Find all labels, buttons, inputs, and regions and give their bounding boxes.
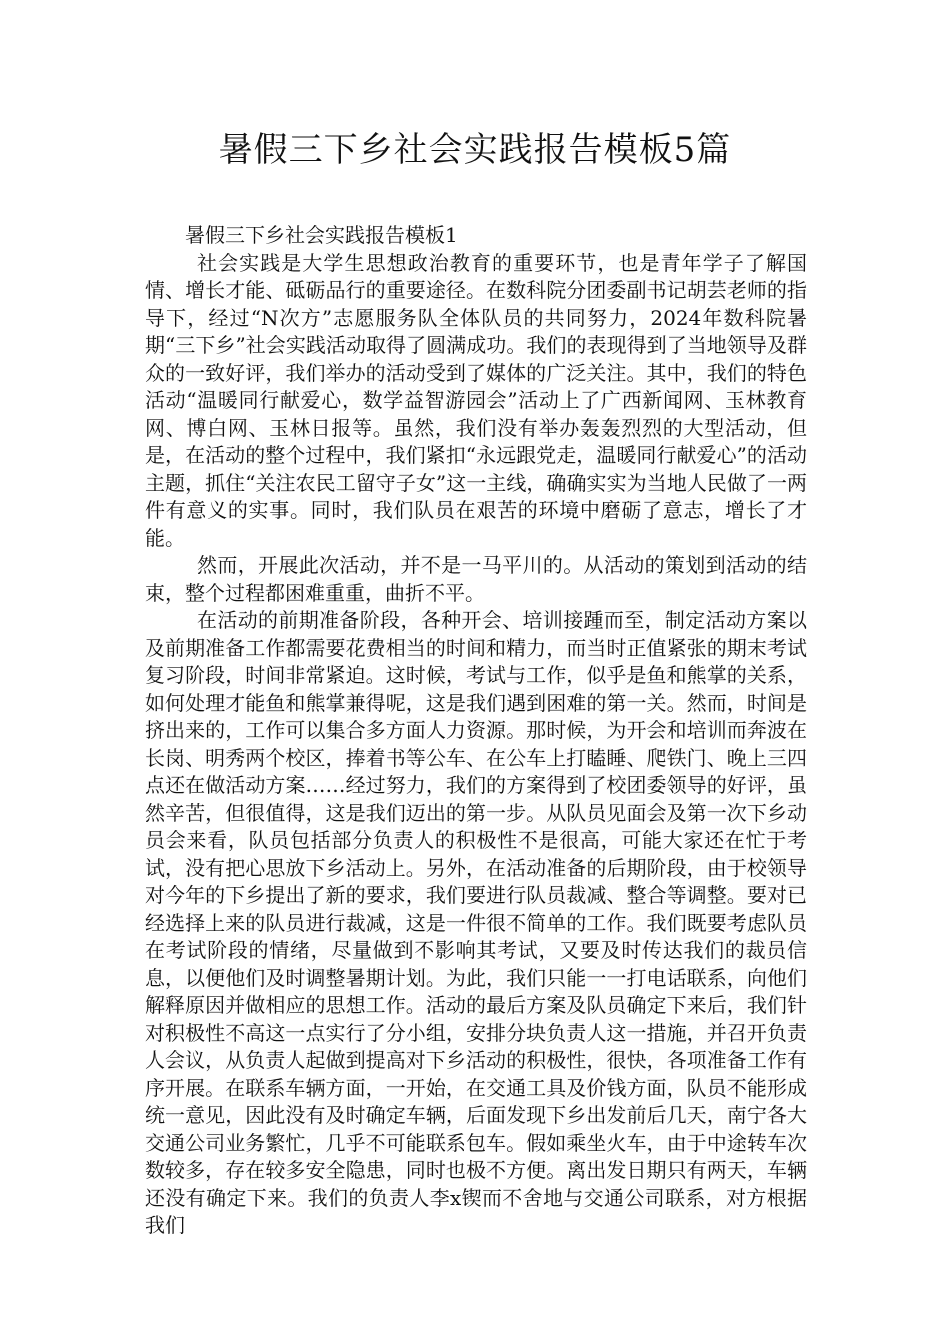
document-title: 暑假三下乡社会实践报告模板5篇	[218, 130, 732, 170]
paragraph-1: 社会实践是大学生思想政治教育的重要环节，也是青年学子了解国情、增长才能、砥砺品行的重要途径。在数科院分团委副书记胡芸老师的指导下，经过“N次方”志愿服务队全体队员的共同努力，2024年数科院暑期“三下乡”社会实践活动取得了圆满成功。我们的表现得到了当地领导及群众的一致好评，我们举办的活动受到了媒体的广泛关注。其中，我们的特色活动“温暖同行献爱心，数学益智游园会”活动上了广西新闻网、玉林教育网、博白网、玉林日报等。虽然，我们没有举办轰轰烈烈的大型活动，但是，在活动的整个过程中，我们紧扣“永远跟党走，温暖同行献爱心”的活动主题，抓住“关注农民工留守子女”这一主线，确确实实为当地人民做了一两件有意义的实事。同时，我们队员在艰苦的环境中磨砺了意志，增长了才能。	[145, 250, 807, 550]
paragraph-3: 在活动的前期准备阶段，各种开会、培训接踵而至，制定活动方案以及前期准备工作都需要花费相当的时间和精力，而当时正值紧张的期末考试复习阶段，时间非常紧迫。这时候，考试与工作，似乎是鱼和熊掌的关系，如何处理才能鱼和熊掌兼得呢，这是我们遇到困难的第一关。然而，时间是挤出来的，工作可以集合多方面人力资源。那时候，为开会和培训而奔波在长岗、明秀两个校区，捧着书等公车、在公车上打瞌睡、爬铁门、晚上三四点还在做活动方案……经过努力，我们的方案得到了校团委领导的好评，虽然辛苦，但很值得，这是我们迈出的第一步。从队员见面会及第一次下乡动员会来看，队员包括部分负责人的积极性不是很高，可能大家还在忙于考试，没有把心思放下乡活动上。另外，在活动准备的后期阶段，由于校领导对今年的下乡提出了新的要求，我们要进行队员裁减、整合等调整。要对已经选择上来的队员进行裁减，这是一件很不简单的工作。我们既要考虑队员在考试阶段的情绪，尽量做到不影响其考试，又要及时传达我们的裁员信息，以便他们及时调整暑期计划。为此，我们只能一一打电话联系，向他们解释原因并做相应的思想工作。活动的最后方案及队员确定下来后，我们针对积极性不高这一点实行了分小组，安排分块负责人这一措施，并召开负责人会议，从负责人起做到提高对下乡活动的积极性，很快，各项准备工作有序开展。在联系车辆方面，一开始，在交通工具及价钱方面，队员不能形成统一意见，因此没有及时确定车辆，后面发现下乡出发前后几天，南宁各大交通公司业务繁忙，几乎不可能联系包车。假如乘坐火车，由于中途转车次数较多，存在较多安全隐患，同时也极不方便。离出发日期只有两天，车辆还没有确定下来。我们的负责人李x锲而不舍地与交通公司联系，对方根据我们	[145, 608, 807, 1237]
document-body	[145, 222, 807, 1240]
paragraph-2: 然而，开展此次活动，并不是一马平川的。从活动的策划到活动的结束，整个过程都困难重重，曲折不平。	[145, 553, 807, 605]
section-heading: 暑假三下乡社会实践报告模板1	[185, 223, 458, 247]
